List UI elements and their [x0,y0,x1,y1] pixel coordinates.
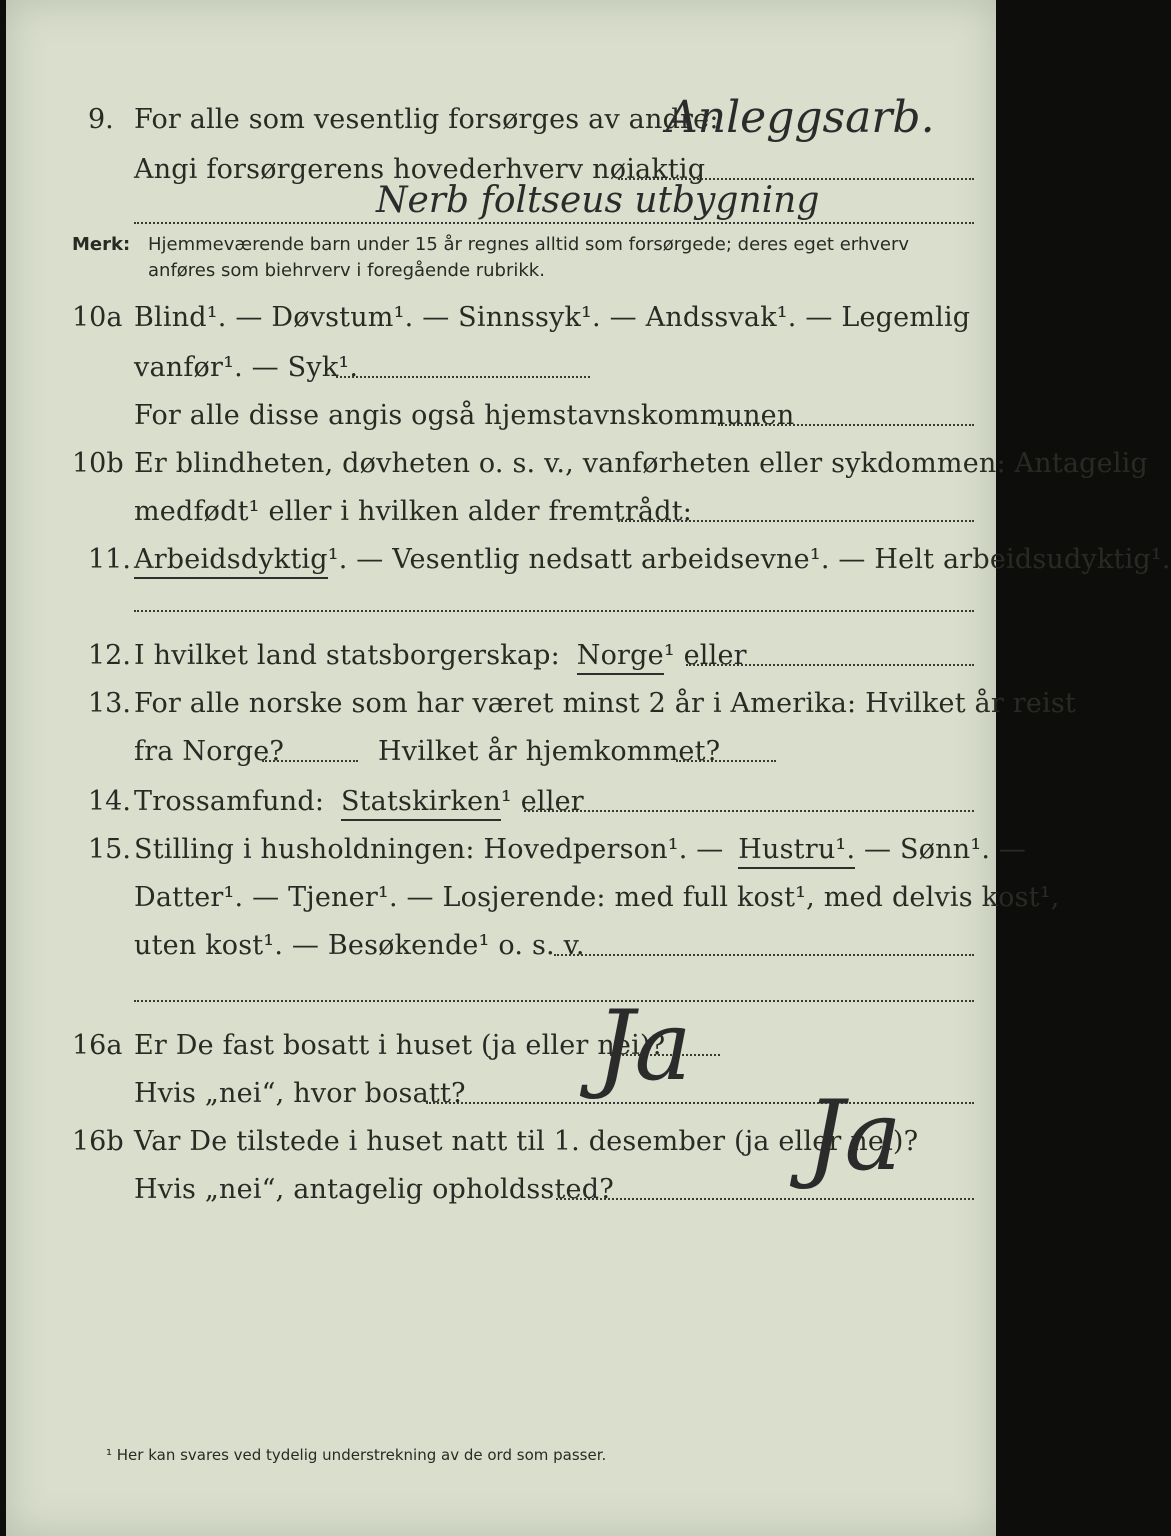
q11-line [134,544,1171,575]
q10b-line2: medfødt¹ eller i hvilken alder fremtrådt: [134,496,693,527]
q15-line3: uten kost¹. — Besøkende¹ o. s. v. [134,930,585,961]
q9-handwritten-answer2: Nerb foltseus utbygning [376,180,820,221]
q16b-line2: Hvis „nei“, antagelig opholdssted? [134,1174,614,1205]
q9-line2: Angi forsørgerens hovederhverv nøiaktig [134,154,706,185]
q10a-line2: vanfør¹. — Syk¹. [134,352,359,383]
q9-handwritten-answer1: Anleggsarb. [666,92,935,143]
q16a-number: 16a [72,1030,123,1061]
q16b-line1: Var De tilstede i huset natt til 1. desember (ja eller nei)? [134,1126,919,1157]
q12-answer-line [686,664,974,666]
merk-line2: anføres som biehrverv i foregående rubrikk. [148,260,545,281]
q16b-opholdssted-line [556,1198,974,1200]
q14-answer-line [524,810,974,812]
q13-reist-line [262,760,358,762]
q14-post: ¹ eller [500,786,584,817]
q16b-number: 16b [72,1126,124,1157]
q15-number: 15. [88,834,131,865]
q9-line1: For alle som vesentlig forsørges av andre: [134,104,719,135]
q15-answer-line1 [554,954,974,956]
q12-selected-option: Norge [577,640,664,675]
q15-pre: Stilling i husholdningen: Hovedperson¹. — [134,834,724,865]
q14-line [134,786,584,817]
q13-number: 13. [88,688,131,719]
footnote: ¹ Her kan svares ved tydelig understrekning av de ord som passer. [106,1446,607,1464]
q16a-handwritten-answer: Ja [596,990,692,1102]
q10a-syk-line [336,376,590,378]
q12-post: ¹ eller [663,640,747,671]
q12-line [134,640,747,671]
q13-hjem-line [676,760,776,762]
q15-line2: Datter¹. — Tjener¹. — Losjerende: med full kost¹, med delvis kost¹, [134,882,1060,913]
q10b-answer-line [618,520,974,522]
q10a-line1: Blind¹. — Døvstum¹. — Sinnssyk¹. — Andssvak¹. — Legemlig [134,302,971,333]
q14-pre: Trossamfund: [134,786,325,817]
q10b-number: 10b [72,448,124,479]
q16a-line1: Er De fast bosatt i huset (ja eller nei)? [134,1030,666,1061]
census-form-page [6,0,1171,1536]
q10a-number: 10a [72,302,123,333]
q10a-line3: For alle disse angis også hjemstavnskommunen [134,400,795,431]
q15-post: — Sønn¹. — [864,834,1027,865]
q13-line2b: Hvilket år hjemkommet? [378,736,721,767]
q10a-kommune-line [718,424,974,426]
q16a-line2: Hvis „nei“, hvor bosatt? [134,1078,466,1109]
q11-rest: ¹. — Vesentlig nedsatt arbeidsevne¹. — Helt arbeidsudyktig¹. [327,544,1171,575]
q14-selected-option: Statskirken [341,786,501,821]
merk-label: Merk: [72,234,131,255]
q11-selected-option: Arbeidsdyktig [134,544,328,579]
q10b-line1: Er blindheten, døvheten o. s. v., vanførheten eller sykdommen: Antagelig [134,448,1148,479]
q12-pre: I hvilket land statsborgerskap: [134,640,560,671]
q13-line2a: fra Norge? [134,736,285,767]
q14-number: 14. [88,786,131,817]
q15-selected-option: Hustru¹. [738,834,855,869]
q12-number: 12. [88,640,131,671]
q9-answer-line2 [134,222,974,224]
q9-number: 9. [88,104,114,135]
q15-answer-line2 [134,1000,974,1002]
q15-line1 [134,834,1026,865]
q11-answer-line [134,610,974,612]
q13-line1: For alle norske som har været minst 2 år i Amerika: Hvilket år reist [134,688,1076,719]
q16b-handwritten-answer: Ja [806,1080,902,1192]
q11-number: 11. [88,544,131,575]
merk-line1: Hjemmeværende barn under 15 år regnes alltid som forsørgede; deres eget erhverv [148,234,910,255]
